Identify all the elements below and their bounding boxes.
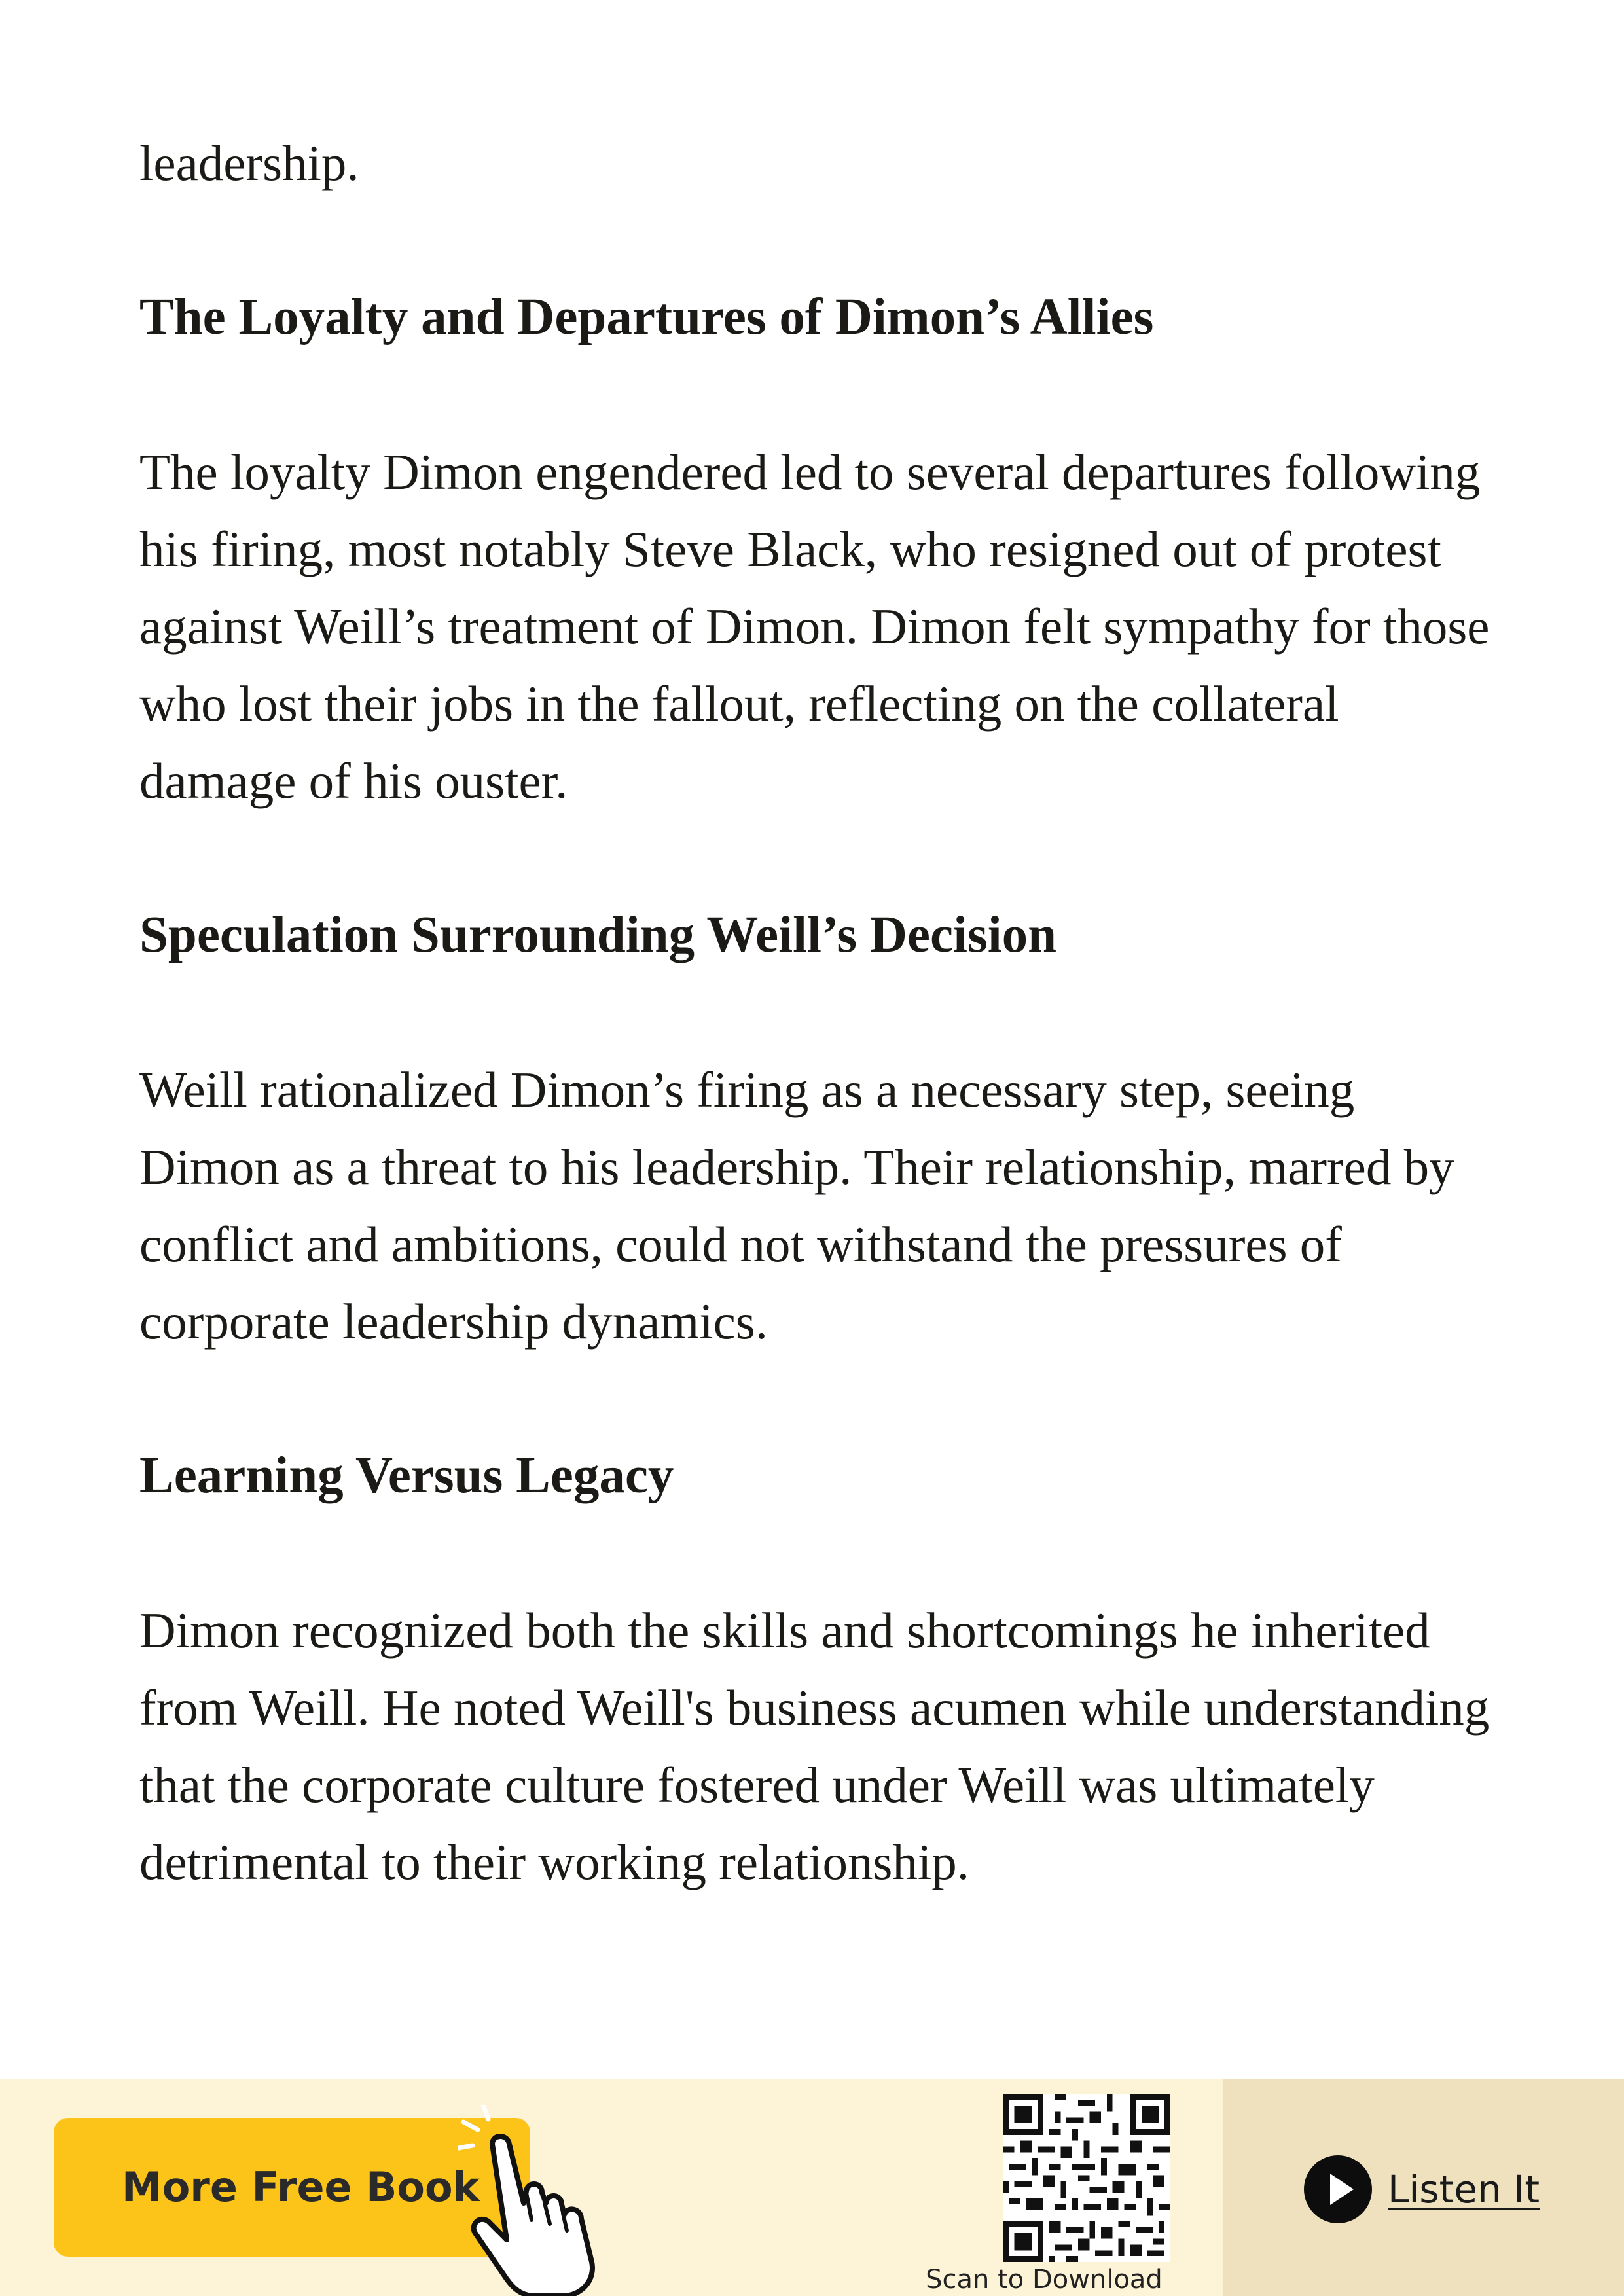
pointing-hand-icon (458, 2105, 622, 2296)
section-text-learning: Dimon recognized both the skills and shortcomings he inherited from Weill. He noted Weill's business acumen while understanding that the corporate culture fostered under Weill was ultimately detrimental to their working relationship. (139, 1602, 1490, 1890)
section-heading-speculation: Speculation Surrounding Weill’s Decision (139, 906, 1057, 963)
section-heading-loyalty: The Loyalty and Departures of Dimon’s Allies (139, 289, 1154, 346)
listen-it-link[interactable] (1303, 2153, 1540, 2225)
intro-paragraph-tail: leadership. (139, 135, 359, 191)
footer-bar (0, 2079, 1624, 2296)
more-free-book-label: More Free Book (122, 2163, 480, 2211)
qr-caption: Scan to Download (926, 2265, 1163, 2295)
play-icon (1303, 2154, 1373, 2225)
section-text-speculation: Weill rationalized Dimon’s firing as a necessary step, seeing Dimon as a threat to his leadership. Their relationship, marred by conflict and ambitions, could not withstand the pressures of corporate leadership dynamics. (139, 1062, 1454, 1350)
section-text-loyalty: The loyalty Dimon engendered led to several departures following his firing, most notably Steve Black, who resigned out of protest against Weill’s treatment of Dimon. Dimon felt sympathy for those who lost their jobs in the fallout, reflecting on the collateral damage of his ouster. (139, 444, 1490, 809)
document-body (139, 124, 1501, 1978)
listen-it-label: Listen It (1388, 2167, 1540, 2212)
section-heading-learning: Learning Versus Legacy (139, 1447, 674, 1504)
qr-code-icon (1003, 2094, 1170, 2262)
